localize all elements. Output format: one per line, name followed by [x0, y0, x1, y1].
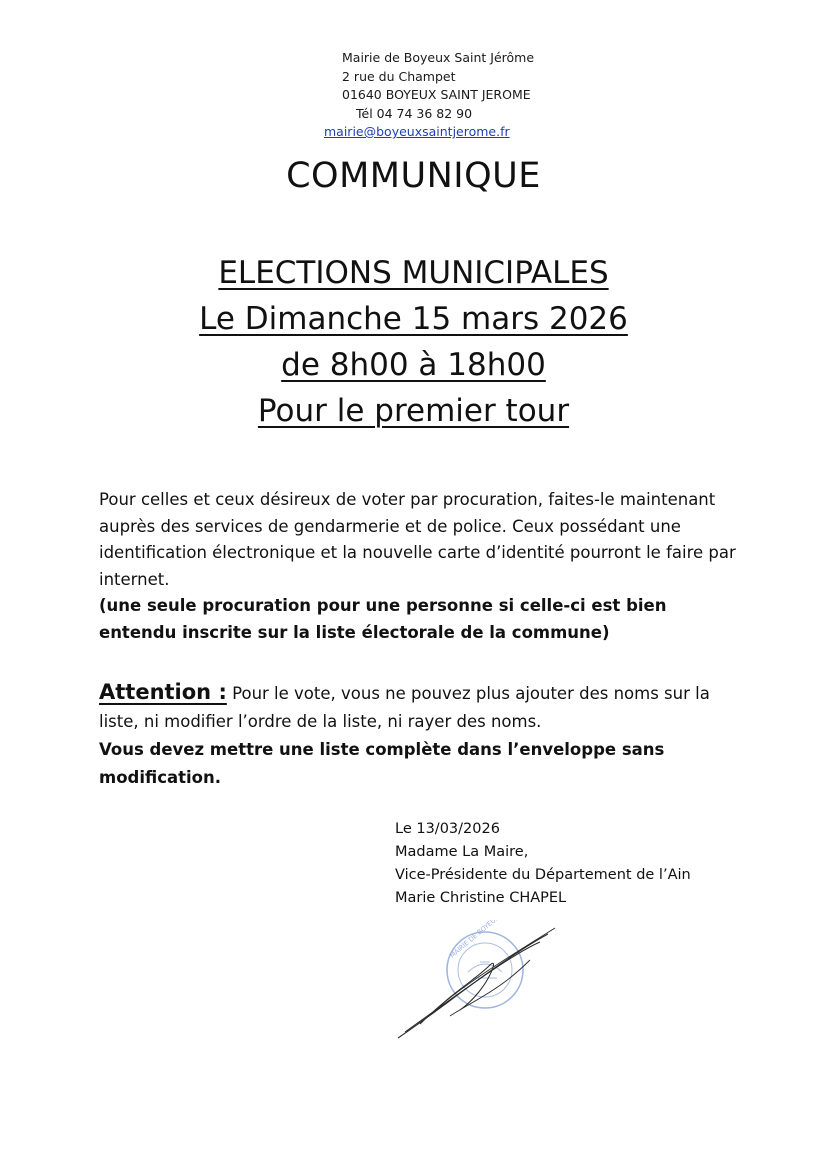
attention-section	[99, 678, 739, 792]
procuration-text: Pour celles et ceux désireux de voter par procuration, faites-le maintenant auprès des services de gendarmerie et de police. Ceux possédant une identification électronique et la nouvelle carte d’identité pourront le faire par internet.	[99, 490, 736, 589]
official-stamp-icon	[380, 920, 580, 1050]
procuration-note: (une seule procuration pour une personne si celle-ci est bien entendu inscrite sur la liste électorale de la commune)	[99, 596, 667, 642]
election-headlines	[0, 250, 827, 434]
mairie-name: Mairie de Boyeux Saint Jérôme	[342, 50, 535, 65]
signature-title: Madame La Maire,	[395, 844, 529, 860]
signature-role: Vice-Présidente du Département de l’Ain	[395, 867, 691, 883]
headline-date: Le Dimanche 15 mars 2026	[199, 301, 628, 337]
attention-text: Pour le vote, vous ne pouvez plus ajouter des noms sur la liste, ni modifier l’ordre de la liste, ni rayer des noms.	[99, 684, 710, 731]
procuration-paragraph	[99, 487, 739, 646]
address-street: 2 rue du Champet	[342, 68, 456, 84]
signature-block	[395, 818, 691, 910]
attention-label: Attention :	[99, 680, 227, 704]
headline-round: Pour le premier tour	[257, 393, 570, 429]
svg-text:MAIRIE DE BOYEUX: MAIRIE DE BOYEUX	[448, 920, 501, 960]
page-title: COMMUNIQUE	[286, 156, 541, 196]
signature-name: Marie Christine CHAPEL	[395, 890, 567, 906]
phone-number: Tél 04 74 36 82 90	[356, 105, 473, 121]
headline-hours: de 8h00 à 18h00	[281, 347, 546, 383]
letterhead	[324, 49, 535, 142]
stamp-and-signature	[380, 920, 580, 1050]
attention-bold-text: Vous devez mettre une liste complète dans l’enveloppe sans modification.	[99, 740, 665, 787]
headline-elections: ELECTIONS MUNICIPALES	[218, 255, 609, 291]
address-city: 01640 BOYEUX SAINT JEROME	[342, 87, 531, 102]
signature-date: Le 13/03/2026	[395, 821, 500, 837]
email-link[interactable]: mairie@boyeuxsaintjerome.fr	[324, 124, 510, 139]
